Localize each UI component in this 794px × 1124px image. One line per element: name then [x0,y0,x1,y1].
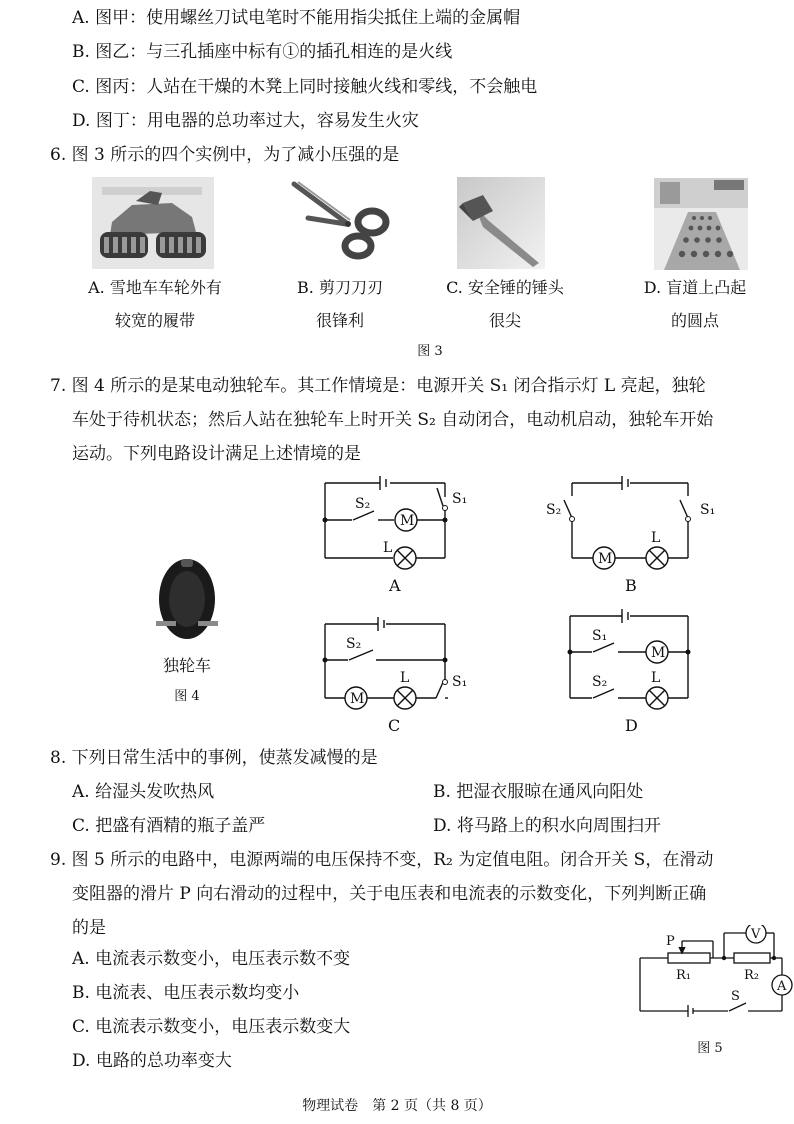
circuit-b [564,476,688,569]
q8-option-c: C. 把盛有酒精的瓶子盖严 [72,816,266,836]
q9-option-d: D. 电路的总功率变大 [72,1051,232,1071]
q9-option-b: B. 电流表、电压表示数均变小 [72,983,300,1003]
circuit-d-label: D [625,716,638,735]
figure-3-label: 图 3 [417,344,443,359]
q5-option-c: C. 图丙：人站在干燥的木凳上同时接触火线和零线，不会触电 [72,77,538,97]
q6-stem: 6. 图 3 所示的四个实例中，为了减小压强的是 [50,145,400,165]
unicycle-label: 独轮车 [162,656,211,675]
circuit-b-s2: S₂ [546,502,562,518]
circuit-b-label: B [625,576,637,595]
q6-caption-d-line1: D. 盲道上凸起 [643,278,747,297]
q9-option-c: C. 电流表示数变小，电压表示数变大 [72,1017,351,1037]
q5-option-a: A. 图甲：使用螺丝刀试电笔时不能用指尖抵住上端的金属帽 [72,8,521,28]
circuit-b-lamp-label: L [651,530,661,546]
q6-caption-d-line2: 的圆点 [670,311,719,330]
q8-stem: 8. 下列日常生活中的事例，使蒸发减慢的是 [50,748,378,768]
q8-option-b: B. 把湿衣服晾在通风向阳处 [433,782,644,802]
q9-stem-line1: 9. 图 5 所示的电路中，电源两端的电压保持不变，R₂ 为定值电阻。闭合开关 S，在滑动 [50,850,714,870]
fig5-slider-p: P [666,934,675,949]
circuit-a-s1: S₁ [452,491,468,507]
q7-stem-line2: 车处于待机状态；然后人站在独轮车上时开关 S₂ 自动闭合，电动机启动，独轮车开始 [72,410,714,430]
figure-5-circuit [630,925,794,1035]
circuit-c-s2: S₂ [346,636,362,652]
q6-caption-c-line2: 很尖 [488,311,521,330]
fig5-r1-label: R₁ [676,968,691,983]
fig5-switch-label: S [731,989,740,1004]
q8-option-d: D. 将马路上的积水向周围扫开 [433,816,661,836]
q7-stem-line1: 7. 图 4 所示的是某电动独轮车。其工作情境是：电源开关 S₁ 闭合指示灯 L 亮起，独轮 [50,376,706,396]
q8-option-a: A. 给湿头发吹热风 [72,782,215,802]
q9-option-a: A. 电流表示数变小，电压表示数不变 [72,949,351,969]
figure-5-label: 图 5 [697,1041,723,1056]
circuit-c-lamp-label: L [400,670,410,686]
circuit-a-lamp-label: L [383,540,393,556]
q6-caption-a-line1: A. 雪地车车轮外有 [88,278,222,297]
q6-caption-c-line1: C. 安全锤的锤头 [446,278,564,297]
q6-caption-b-line1: B. 剪刀刀刃 [297,278,383,297]
fig5-ammeter-label: A [777,979,787,994]
circuit-d-s2: S₂ [592,674,608,690]
circuit-c-s1: S₁ [452,674,468,690]
fig5-r2-label: R₂ [744,968,759,983]
q7-stem-line3: 运动。下列电路设计满足上述情境的是 [72,444,361,464]
q9-stem-line2: 变阻器的滑片 P 向右滑动的过程中，关于电压表和电流表的示数变化，下列判断正确 [72,884,707,904]
q5-option-d: D. 图丁：用电器的总功率过大，容易发生火灾 [72,111,419,131]
q5-option-b: B. 图乙：与三孔插座中标有①的插孔相连的是火线 [72,42,453,62]
q6-caption-b-line2: 很锋利 [315,311,364,330]
circuit-b-motor: M [598,551,613,567]
q9-stem-line3: 的是 [72,918,106,938]
circuit-d [570,609,688,709]
circuit-d-s1: S₁ [592,628,608,644]
circuit-c-motor: M [350,691,365,707]
circuit-c [325,617,448,709]
circuit-d-motor: M [651,645,666,661]
q6-caption-a-line2: 较宽的履带 [114,311,195,330]
circuit-a-label: A [389,576,401,595]
circuit-c-label: C [388,716,401,735]
fig5-voltmeter-label: V [751,927,761,942]
circuit-d-lamp-label: L [651,670,661,686]
circuit-b-s1: S₁ [700,502,716,518]
figure-4-label: 图 4 [174,689,200,704]
circuit-a-s2: S₂ [355,496,371,512]
page-footer: 物理试卷 第 2 页（共 8 页） [302,1098,492,1114]
circuit-a-motor: M [400,513,415,529]
